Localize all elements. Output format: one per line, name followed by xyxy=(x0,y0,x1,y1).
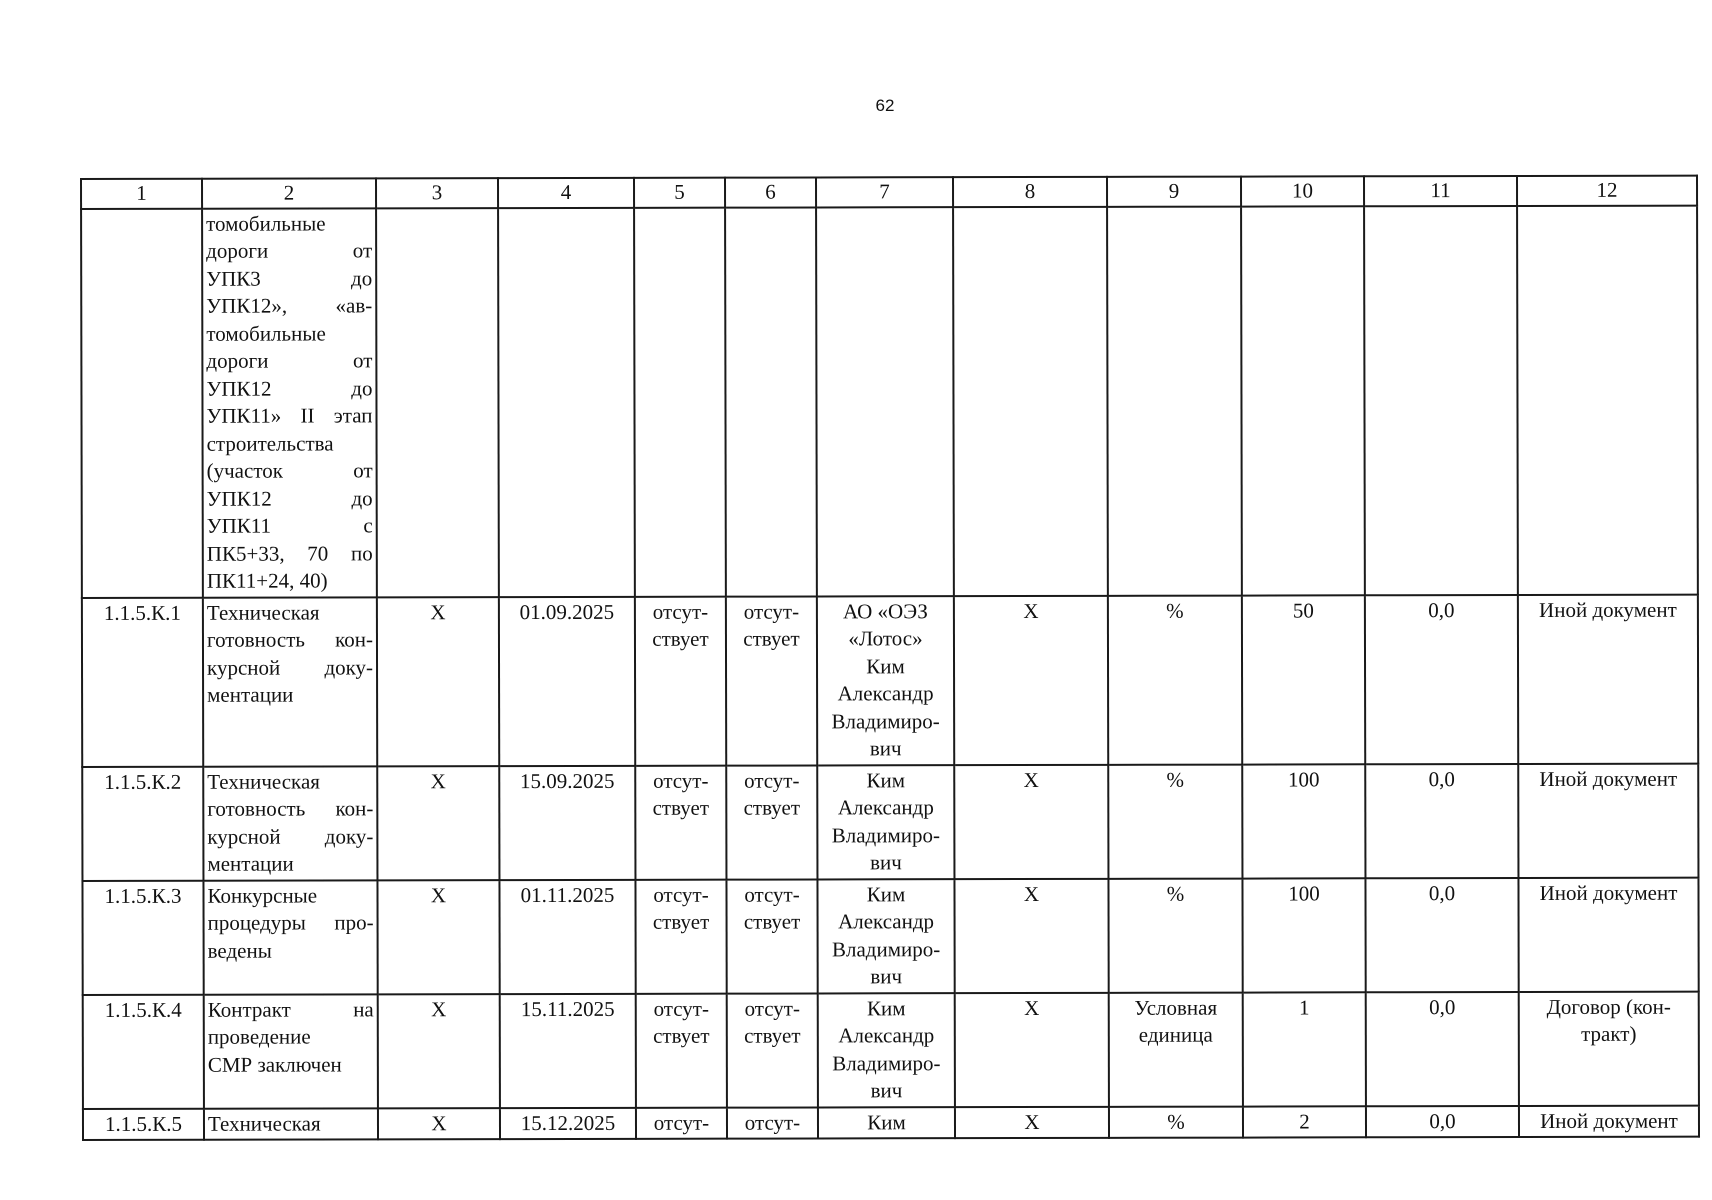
header-row xyxy=(81,176,1697,209)
cell-line: отсут- xyxy=(653,768,709,793)
cell-line: % xyxy=(1166,767,1185,792)
document-type-cell xyxy=(1518,594,1698,763)
cell-line: Ким xyxy=(866,653,905,678)
header-cell: 4 xyxy=(498,178,634,208)
unit-cell xyxy=(1109,1106,1243,1138)
mark-cell: Х xyxy=(377,597,499,766)
date-cell: 15.11.2025 xyxy=(500,993,636,1107)
cell-line: отсут- xyxy=(653,882,709,907)
cell-line: % xyxy=(1166,598,1184,623)
mark-cell: Х xyxy=(955,1106,1109,1138)
value-cell: 0,0 xyxy=(1365,594,1518,763)
table-row xyxy=(83,991,1699,1108)
cell-line: курсной доку- xyxy=(207,823,374,849)
cell-line: (участок от xyxy=(206,458,373,483)
responsible-cell xyxy=(817,596,954,765)
cell-line: отсут- xyxy=(743,598,800,624)
cell-line: отсут- xyxy=(744,767,800,793)
header-cell: 8 xyxy=(953,177,1107,207)
cell-line: единица xyxy=(1138,1022,1213,1047)
cell-line: Александр xyxy=(838,1023,935,1048)
cell-line: Владимиро- xyxy=(832,1050,941,1075)
cell-line: Техническая xyxy=(207,1110,321,1136)
mark-cell: Х xyxy=(954,595,1108,764)
row-id-cell: 1.1.5.К.3 xyxy=(82,880,203,994)
table-row xyxy=(82,877,1698,994)
status-cell xyxy=(726,765,817,879)
cell-line: УПК11» II этап xyxy=(206,403,373,428)
mark-cell: Х xyxy=(954,878,1108,992)
responsible-cell xyxy=(817,879,954,993)
mark-cell: Х xyxy=(955,992,1109,1106)
cell-line: ствует xyxy=(652,626,709,651)
cell-line: ствует xyxy=(744,1023,801,1048)
header-cell: 1 xyxy=(81,179,202,209)
empty-cell xyxy=(1241,206,1365,595)
status-cell xyxy=(635,879,726,993)
cell-line: отсут- xyxy=(744,1109,801,1135)
header-cell: 11 xyxy=(1364,176,1517,206)
table-row xyxy=(83,1105,1699,1140)
cell-line: УПК12 до xyxy=(206,485,373,511)
cell-line: УПК12 до xyxy=(206,375,373,401)
cell-line: «Лотос» xyxy=(848,626,923,651)
document-type-cell xyxy=(1519,1105,1699,1137)
cell-line: томобильные xyxy=(206,210,326,236)
status-cell xyxy=(727,993,818,1107)
cell-line: Иной документ xyxy=(1540,1108,1678,1133)
cell-line: дороги от xyxy=(206,238,373,263)
date-cell: 01.11.2025 xyxy=(499,879,635,993)
cell-line: отсут- xyxy=(744,881,800,907)
empty-cell xyxy=(725,207,817,596)
cell-line: Иной документ xyxy=(1539,766,1678,791)
value-cell: 100 xyxy=(1242,878,1365,992)
document-type-cell xyxy=(1518,763,1698,877)
value-cell: 0,0 xyxy=(1365,877,1518,991)
empty-cell xyxy=(953,206,1108,595)
cell-line: Владимиро- xyxy=(831,936,941,961)
cell-line: Контракт на xyxy=(207,996,374,1022)
status-cell xyxy=(636,993,727,1107)
cell-line: ведены xyxy=(207,938,272,963)
cell-line: % xyxy=(1166,881,1185,906)
cell-line: Владимиро- xyxy=(831,822,941,847)
header-cell: 6 xyxy=(725,177,816,207)
cell-line: ментации xyxy=(207,682,294,707)
cell-line: вич xyxy=(869,736,902,761)
cell-line: тракт) xyxy=(1581,1021,1637,1046)
status-cell xyxy=(635,596,726,765)
row-name-cell xyxy=(204,1108,378,1140)
page-number: 62 xyxy=(875,96,895,115)
empty-cell xyxy=(816,207,954,596)
cell-line: ПК11+24, 40) xyxy=(206,568,328,593)
cell-line: отсут- xyxy=(652,599,709,624)
cell-line: Иной документ xyxy=(1539,597,1677,622)
responsible-cell xyxy=(818,993,955,1107)
value-cell: 0,0 xyxy=(1365,763,1518,877)
cell-line: Александр xyxy=(837,681,934,706)
cell-line: Александр xyxy=(838,909,935,934)
cell-line: строительства xyxy=(206,430,334,456)
empty-cell xyxy=(1364,205,1518,594)
cell-line: отсут- xyxy=(653,996,709,1021)
cell-line: отсут- xyxy=(744,995,800,1021)
row-name-cell xyxy=(203,766,377,880)
cell-line: ствует xyxy=(743,626,800,651)
empty-cell xyxy=(1517,205,1698,594)
empty-cell xyxy=(498,207,635,596)
cell-line: томобильные xyxy=(206,320,326,346)
date-cell: 15.09.2025 xyxy=(499,765,635,879)
header-cell: 2 xyxy=(202,178,376,208)
cell-line: Договор (кон- xyxy=(1546,994,1671,1019)
unit-cell xyxy=(1109,992,1243,1106)
date-cell: 01.09.2025 xyxy=(499,596,635,765)
empty-cell xyxy=(634,207,726,596)
cell-line: отсут- xyxy=(653,1110,710,1135)
header-cell: 9 xyxy=(1107,177,1241,207)
cell-line: ментации xyxy=(207,851,294,876)
cell-line: ПК5+33, 70 по xyxy=(206,540,373,566)
value-cell: 0,0 xyxy=(1366,1105,1519,1137)
status-cell xyxy=(726,596,817,765)
header-cell: 7 xyxy=(816,177,953,207)
cell-line: Иной документ xyxy=(1539,880,1678,905)
cell-line: УПК11 с xyxy=(206,513,373,538)
mark-cell: Х xyxy=(377,766,499,880)
cell-line: вич xyxy=(870,850,902,875)
continuation-row xyxy=(81,205,1698,597)
empty-cell xyxy=(81,208,203,597)
responsible-cell xyxy=(817,765,954,879)
header-cell: 3 xyxy=(376,178,498,208)
document-type-cell xyxy=(1519,991,1699,1105)
cell-line: Александр xyxy=(837,795,934,820)
value-cell: 2 xyxy=(1243,1106,1366,1138)
row-id-cell: 1.1.5.К.5 xyxy=(83,1108,204,1140)
cell-line: ствует xyxy=(652,909,710,934)
status-cell xyxy=(727,1107,818,1139)
row-id-cell: 1.1.5.К.4 xyxy=(83,994,204,1108)
cell-line: Техническая xyxy=(206,599,320,625)
cell-line: курсной доку- xyxy=(206,654,374,680)
cell-line: СМР заключен xyxy=(207,1051,342,1077)
mark-cell: Х xyxy=(377,880,499,994)
value-cell: 100 xyxy=(1242,764,1365,878)
cell-line: УПК3 до xyxy=(206,265,373,291)
status-cell xyxy=(635,765,726,879)
cell-line: Ким xyxy=(866,767,906,792)
cell-line: готовность кон- xyxy=(206,627,373,652)
value-cell: 0,0 xyxy=(1366,991,1519,1105)
value-cell: 1 xyxy=(1243,992,1366,1106)
row-id-cell: 1.1.5.К.1 xyxy=(82,597,203,766)
cell-line: АО «ОЭЗ xyxy=(842,598,928,623)
mark-cell: Х xyxy=(954,764,1108,878)
cell-line: % xyxy=(1167,1109,1185,1134)
row-name-cell xyxy=(204,994,378,1108)
cell-line: готовность кон- xyxy=(207,796,374,821)
cell-line: Техническая xyxy=(207,768,320,794)
cell-line: Условная xyxy=(1134,995,1218,1020)
continuation-name-cell xyxy=(202,208,377,597)
empty-cell xyxy=(1107,206,1242,595)
date-cell: 15.12.2025 xyxy=(500,1107,636,1139)
cell-line: ствует xyxy=(743,909,801,934)
cell-line: проведение xyxy=(207,1024,311,1049)
unit-cell xyxy=(1108,595,1242,764)
cell-line: ствует xyxy=(652,795,710,820)
cell-line: Ким xyxy=(866,995,906,1020)
table-row xyxy=(82,763,1698,880)
cell-line: вич xyxy=(870,1078,903,1103)
cell-line: ствует xyxy=(653,1023,710,1048)
cell-line: дороги от xyxy=(206,348,373,373)
row-name-cell xyxy=(203,880,377,994)
mark-cell: Х xyxy=(378,994,500,1108)
row-name-cell xyxy=(203,597,377,766)
cell-line: вич xyxy=(870,964,903,989)
cell-line: УПК12», «ав- xyxy=(206,293,373,318)
row-id-cell: 1.1.5.К.2 xyxy=(82,766,203,880)
document-type-cell xyxy=(1518,877,1698,991)
header-cell: 5 xyxy=(634,178,725,208)
cell-line: процедуры про- xyxy=(207,910,374,935)
cell-line: Ким xyxy=(867,1109,906,1134)
empty-cell xyxy=(376,208,499,597)
plan-table xyxy=(80,175,1700,1141)
header-cell: 10 xyxy=(1241,176,1364,206)
cell-line: ствует xyxy=(743,795,801,820)
responsible-cell xyxy=(818,1107,955,1139)
table-row xyxy=(82,594,1698,766)
cell-line: Ким xyxy=(866,881,906,906)
value-cell: 50 xyxy=(1242,595,1365,764)
header-cell: 12 xyxy=(1517,176,1697,206)
cell-line: Конкурсные xyxy=(207,883,318,908)
mark-cell: Х xyxy=(378,1108,500,1140)
unit-cell xyxy=(1108,764,1242,878)
unit-cell xyxy=(1108,878,1242,992)
cell-line: Владимиро- xyxy=(831,708,940,733)
status-cell xyxy=(636,1107,727,1139)
status-cell xyxy=(726,879,817,993)
